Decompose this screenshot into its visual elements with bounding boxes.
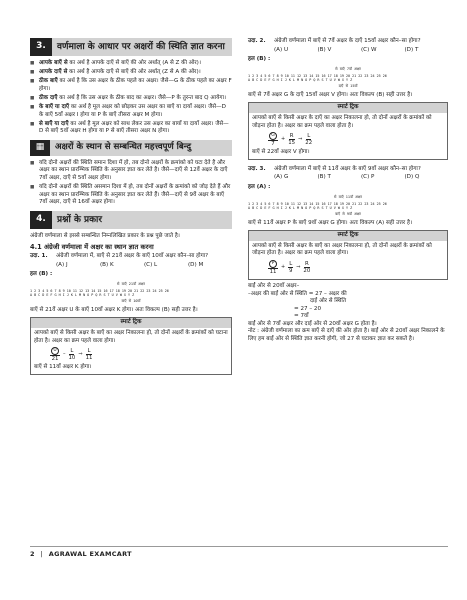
smart-trick-header: स्मार्ट ट्रिक — [31, 318, 231, 328]
strip-letters: A B C D E F G H I J K L M N O P Q R S T U V W X Y Z — [30, 292, 135, 297]
strip-numbers: 1 2 3 4 5 6 7 8 9 10 11 12 13 14 15 16 17 18 19 20 21 22 23 24 25 26 — [248, 201, 387, 206]
list-item: ■ यदि दोनो अक्षरों की स्थिति असमान दिशा में हो, तब दोनों अक्षरों के क्रमांको को जोड़ देते हैं और अक्षर का स्थान प्रारम्भिक स्थिति के अनुसार ज्ञात कर लेते हैं। जैसे—दाएँ से 9वें अक्षर के बाएँ 7वाँ अक्षर, दाएँ से 16वाँ अक्षर होगा। — [30, 184, 232, 207]
solution-label: हल (B) : — [248, 56, 271, 63]
smart-trick-result: बाएँ से 22वाँ अक्षर V होगा। — [252, 149, 310, 156]
list-item: ■ के बाएँ या दाएँ का अर्थ है मूल अक्षर को छोड़कर उस अक्षर का बाएँ या दायाँ अक्षर। जैसे—D के बाएँ 5वाँ अक्षर I होगा या P के बाएँ तीसरा अक्षर M होगा। — [30, 104, 232, 119]
option: (D) M — [188, 261, 204, 268]
smart-trick-result: बाएँ से 11वाँ अक्षर K होगा। — [34, 364, 92, 371]
alphabet-strip — [248, 194, 448, 218]
list-item: ■ ठीक दाएँ का अर्थ है कि उस अक्षर के ठीक बाद का अक्षर। जैसे—P के तुरन्त बाद Q आयेगा। — [30, 95, 232, 103]
circled-letter: U — [51, 347, 59, 355]
divider: | — [40, 550, 43, 558]
option: (A) G — [274, 174, 289, 181]
fraction: $\frac{R}{15}$ — [288, 133, 296, 147]
smart-trick-box — [248, 102, 448, 159]
strip-bottom-label: दाएँ से 15वाँ — [338, 83, 358, 88]
fraction: $\frac{L}{22}$ — [305, 133, 313, 147]
option: (D) T — [404, 46, 419, 53]
calc-line: –अक्षर की बाईं ओर से स्थिति = 27 – अक्षर की — [248, 290, 347, 297]
option: (D) Q — [404, 174, 420, 181]
answer-text: बाएँ से 7वें अक्षर G के दाएँ 15वाँ अक्षर V होगा। अतः विकल्प (B) सही उत्तर है। — [248, 91, 413, 98]
calc-line: दाईं ओर से स्थिति — [310, 298, 347, 305]
example-number: उदा. 3. — [248, 165, 266, 172]
page-footer — [30, 546, 448, 561]
solution-label: हल (B) : — [30, 271, 53, 278]
example-question: अंग्रेजी वर्णमाला में, बाएँ से 21वें अक्षर के बाएँ 10वाँ अक्षर कौन–सा होगा? — [56, 253, 209, 260]
option: (A) U — [274, 46, 289, 53]
list-item: ■ से बाएँ या दाएँ का अर्थ है मूल अक्षर को साथ लेकर उस अक्षर का बायाँ या दायाँ अक्षर। जैसे—D से बाएँ 5वाँ अक्षर H होगा या P से बाएँ तीसरा अक्षर N होगा। — [30, 121, 232, 136]
calc-line: = 27 – 20 — [294, 305, 322, 312]
smart-trick-header: स्मार्ट ट्रिक — [249, 103, 447, 113]
example-3 — [248, 166, 448, 174]
answer-text: बाएँ से 11वें अक्षर P के बाएँ 9वाँ अक्षर G होगा। अतः विकल्प (A) सही उत्तर है। — [248, 219, 413, 226]
smart-trick-text: आपको बाएँ से किसी अक्षर के बाएँ का अक्षर निकालना हो, तो दोनों अक्षरों के क्रमांकों को जोड़ना होता है। अक्षर का क्रम पहले वाला होगा। — [252, 242, 432, 257]
important-points-header — [30, 140, 232, 156]
solution-label: हल (A) : — [248, 183, 271, 190]
smart-trick-header: स्मार्ट ट्रिक — [249, 231, 447, 241]
note-text: नोट : अंग्रेजी वर्णमाला का क्रम बाएँ से दाएँ की ओर होता है। बाईं ओर से 20वाँ अक्षर निकालने के लिए हम बाईं ओर से स्थिति ज्ञात करनी होगी, जो 27 से घटाकर ज्ञात कर सकते है। — [248, 328, 445, 343]
bullet-list — [30, 60, 232, 136]
option: (B) K — [100, 261, 114, 268]
strip-bottom-label: बाएँ से 10वाँ — [121, 298, 141, 303]
arrow-right-icon: ⇒ — [296, 263, 301, 270]
option: (C) W — [361, 46, 377, 53]
smart-trick-text: आपको बाएँ से किसी अक्षर के बाएँ का अक्षर निकालना हो, तो दोनों अक्षरों के क्रमांकों को घटाना होता है। अक्षर का क्रम पहले वाला होगा। — [34, 330, 228, 344]
section-title: वर्णमाला के आधार पर अक्षरों की स्थिति ज्ञात करना — [57, 42, 225, 52]
fraction: $\frac{U}{21}$ — [51, 348, 59, 363]
example-2 — [248, 38, 448, 46]
strip-letters: A B C D E F G H I J K L M N O P Q R S T U V W X Y Z — [248, 77, 353, 82]
section-intro: अंग्रेजी वर्णमाला से इससे सम्बन्धित निम्नलिखित प्रकार के प्रश्न पूछे जाते है। — [30, 232, 180, 239]
example-question: अंग्रेजी वर्णमाला में बाएँ से 11वें अक्षर के बाएँ 9वाँ अक्षर कौन–सा होगा? — [274, 165, 421, 172]
subsection-title: 4.1 अंग्रेजी वर्णमाला में अक्षर का स्थान ज्ञात करना — [30, 242, 154, 251]
section-4-header — [30, 211, 232, 229]
example-question: अंग्रेजी वर्णमाला में बाएँ से 7वें अक्षर के दाएँ 15वाँ अक्षर कौन–सा होगा? — [274, 38, 421, 44]
section-number: 4. — [30, 211, 52, 229]
section-title: प्रश्नों के प्रकार — [57, 214, 103, 225]
brand-logo: AGRAWAL EXAMCART — [48, 550, 132, 558]
fraction: $\frac{L}{9}$ — [288, 260, 293, 274]
smart-trick-box — [248, 230, 448, 280]
option: (B) V — [317, 46, 332, 53]
option: (C) L — [144, 261, 158, 268]
calc-line: = 7वाँ — [294, 313, 309, 320]
strip-top-label: से बाएँ 21वाँ अक्षर — [117, 281, 145, 286]
arrow-right-icon: ⇒ — [78, 350, 83, 357]
list-item: ■ ठीक बाएँ का अर्थ है कि उस अक्षर के ठीक पहले का अक्षर। जैसे—G के ठीक पहले का अक्षर F होगा। — [30, 78, 232, 93]
strip-numbers: 1 2 3 4 5 6 7 8 9 10 11 12 13 14 15 16 17 18 19 20 21 22 23 24 25 26 — [30, 288, 169, 293]
minus-symbol: – — [63, 350, 66, 357]
grid-icon: ▦ — [30, 140, 50, 156]
alphabet-strip — [30, 281, 232, 305]
calc-line: बाईं ओर से 20वाँ अक्षर– — [248, 282, 300, 289]
page-number: 2 — [30, 550, 35, 558]
calc-line: बाईं ओर से 7वाँ अक्षर और दाईं ओर से 20वाँ अक्षर G होता है। — [248, 320, 377, 327]
example-number: उदा. 2. — [248, 38, 266, 44]
left-column — [30, 38, 232, 378]
section-title: अक्षरों के स्थान से सम्बन्धित महत्त्वपूर्ण बिन्दु — [55, 142, 192, 153]
fraction-row — [252, 130, 444, 149]
section-number: 3. — [30, 38, 52, 56]
fraction: $\frac{R}{20}$ — [303, 260, 311, 274]
options — [274, 47, 448, 55]
option: (C) P — [361, 174, 375, 181]
options — [56, 262, 232, 270]
fraction-row — [34, 345, 228, 364]
section-3-header — [30, 38, 232, 56]
strip-bottom-label: बाएँ से 9वाँ अक्षर — [335, 211, 361, 216]
fraction: $\frac{G}{7}$ — [268, 132, 278, 147]
circled-letter: G — [269, 132, 277, 140]
smart-trick-text: आपको बाएँ से किसी अक्षर के दाएँ का अक्षर निकालना हो, तो दोनों अक्षरों के क्रमांकों को जोड़ना होता है। अक्षर का क्रम पहले वाला होता है। — [252, 114, 432, 129]
options — [274, 174, 448, 182]
fraction: $\frac{P}{11}$ — [269, 260, 277, 275]
plus-symbol: + — [281, 263, 286, 270]
plus-symbol: + — [281, 135, 286, 142]
list-item: ■ आपके बाएँ से का अर्थ है आपके दाएँ से बाएँ की ओर अर्थात् (A से Z की ओर)। — [30, 60, 232, 68]
list-item: ■ आपके दाएँ से का अर्थ है आपके दाएँ से बाएँ की ओर अर्थात् (Z से A की ओर)। — [30, 69, 232, 77]
example-1 — [30, 253, 232, 261]
arrow-right-icon: ⇒ — [298, 135, 303, 142]
circled-letter: P — [269, 260, 277, 268]
option: (A) J — [56, 261, 68, 268]
smart-trick-box — [30, 317, 232, 374]
list-item: ■ यदि दोनो अक्षरों की स्थिति समान दिशा में हो, तब दोनो अक्षरों के क्रमांको को घटा देते है और अक्षर का स्थान प्रारम्भिक स्थिति के अनुसार ज्ञात कर लेते है। जैसे—दाएँ से 12वें अक्षर के दाएँ 7वाँ अक्षर, दाएँ से 5वाँ अक्षर होगा। — [30, 160, 232, 183]
strip-numbers: 1 2 3 4 5 6 7 8 9 10 11 12 13 14 15 16 17 18 19 20 21 22 23 24 25 26 — [248, 73, 387, 78]
right-column — [248, 38, 448, 344]
answer-text: बाएँ से 21वें अक्षर U के बाएँ 10वाँ अक्षर K होगा। अतः विकल्प (B) सही उत्तर है। — [30, 306, 198, 313]
strip-letters: A B C D E F G H I J K L M N O P Q R S T U V W X Y Z — [248, 205, 353, 210]
option: (B) T — [317, 174, 331, 181]
strip-top-label: से बाएँ 7वाँ अक्षर — [335, 66, 361, 71]
fraction-row — [252, 258, 444, 277]
example-number: उदा. 1. — [30, 253, 48, 260]
strip-top-label: से बाएँ 11वाँ अक्षर — [334, 194, 362, 199]
fraction: $\frac{L}{10}$ — [68, 348, 76, 362]
alphabet-strip — [248, 66, 448, 90]
fraction: $\frac{L}{11}$ — [85, 348, 93, 362]
